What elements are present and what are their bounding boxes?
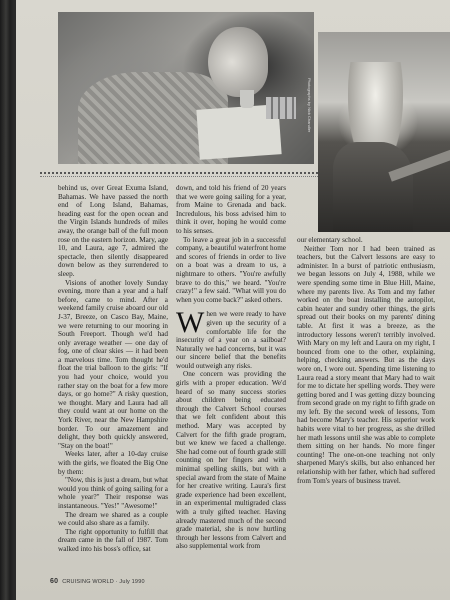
paragraph: Neither Tom nor I had been trained as teachers, but the Calvert lessons are easy to administer. In a burst of patriotic enthusiasm, we began lessons on July 4, 1988, while we were spending some time in Blue Hill, Maine, where my parents live. As Tom and my father worked on the boat installing the autopilot, cabin heater and sundry other things, the girls spread out their books on my parents' dining table. At first it was a breeze, as the introductory lessons weren't terribly involved. With Mary on my left and Laura on my right, I bounced from one to the other, explaining, helping, checking answers. But as the days wore on, I wore out. Spending time listening to Laura read a story meant that Mary had to wait for me to dictate her spelling words. They were getting bored and I was getting dizzy bouncing from second grade on my right to fifth grade on my left. By the second week of lessons, Tom had become Mary's teacher. His superior work habits were vital to her progress, as she drilled her math lessons until she was able to complete them sitting on her hands. No more finger counting! The one-on-one teaching not only sharpened Mary's skills, but also enhanced her relationship with her father, which had suffered from Tom's years of business travel. (297, 244, 435, 485)
paragraph: To leave a great job in a successful company, a beautiful waterfront home and scores of friends in order to live on a boat was a dream to us, a nightmare to others. "You're awfully brave to do this," we heard. "You're crazy!" a few said. "What will you do when you come back?" asked others. (176, 235, 286, 304)
paragraph: The dream we shared as a couple we could also share as a family. (58, 510, 168, 528)
magazine-page (16, 0, 450, 600)
text-column-1 (58, 184, 168, 568)
photo-girl-painting (58, 12, 314, 164)
dotted-rule (40, 172, 318, 174)
paragraph-text: hen we were ready to have given up the security of a comfortable life for the insecurity of a year on a sailboat? Naturally we had concerns, but it was our sincere belief that the benefits would outweigh any risks. (176, 310, 286, 370)
folio-text: CRUISING WORLD · July 1990 (62, 579, 145, 585)
paragraph: down, and told his friend of 20 years that we were going sailing for a year, from Maine to Grenada and back. Incredulous, his boss advised him to think it over, hoping he would come to his senses. (176, 184, 286, 235)
paragraph: Weeks later, after a 10-day cruise with the girls, we floated the Big One by them: (58, 450, 168, 476)
paragraph: behind us, over Great Exuma Island, Bahamas. We have passed the north end of Long Island, Bahamas, heading east for the open ocean and the Virgin Islands hundreds of miles away, the orange ball of the full moon rose on the eastern horizon. Mary, age 10, and Laura, age 7, admired the spectacle, then silently disappeared down below as they surrendered to sleep. (58, 184, 168, 278)
paragraph: The right opportunity to fulfill that dream came in the fall of 1987. Tom walked into his boss's office, sat (58, 527, 168, 553)
drop-cap-paragraph (176, 306, 286, 370)
folio (50, 578, 145, 585)
paragraph: our elementary school. (297, 236, 363, 244)
photo-figure (333, 142, 413, 232)
photo-head (208, 27, 268, 97)
text-column-3 (297, 236, 435, 568)
photo-girl-on-deck (318, 32, 450, 232)
text-column-2 (176, 184, 286, 568)
paragraph: One concern was providing the girls with a proper education. We'd heard of so many success stories about children being educated through the Calvert School courses that we felt confident about this method. Mary was accepted by Calvert for the fifth grade program, but we knew we faced a challenge. She had come out of fourth grade still counting on her fingers and with minimal spelling skills, but with a special award from the state of Maine for her creative writing. Laura's first grade experience had been excellent, in an experimental multigraded class with a truly gifted teacher. Having already mastered much of the second grade material, she is now hurtling through her lessons from Calvert and also supplemental work from (176, 370, 286, 551)
photo-cup (240, 90, 254, 108)
dotted-rule (40, 176, 318, 177)
paragraph: "Now, this is just a dream, but what would you think of going sailing for a whole year?" Their response was instantaneous. "Yes!" "Awesome!" (58, 476, 168, 510)
page-number: 60 (50, 578, 59, 585)
photo-paint-tray (266, 97, 296, 119)
drop-cap: W (176, 306, 205, 340)
paragraph: Visions of another lovely Sunday evening, more than a year and a half before, came to mind. After a weekend family cruise aboard our old J-37, Breeze, on Casco Bay, Maine, we were returning to our mooring in South Freeport. Though we'd had only average weather — one day of fog, one of clear skies — it had been a marvelous time. Tom thought he'd float the trial balloon to the girls: "If you had your choice, would you rather stay on the boat for a few more days, or go home?" A risky question, we thought. Mary and Laura had all they could want at our home on the York River, near the New Hampshire border. To our amazement and delight, they both quickly answered, "Stay on the boat!" (58, 278, 168, 450)
photo-credit: Photographs by Nick Chandler (307, 78, 312, 133)
